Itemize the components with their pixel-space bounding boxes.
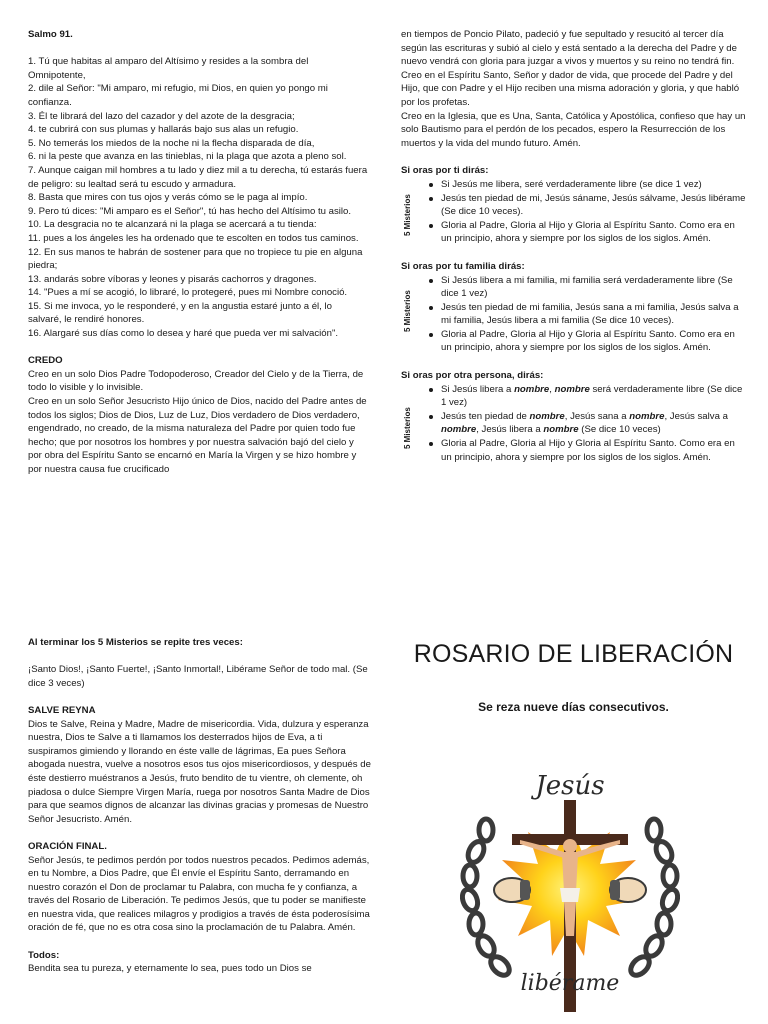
cover-subtitle: Se reza nueve días consecutivos. (478, 700, 669, 714)
list-item: Jesús ten piedad de mi, Jesús sáname, Jesús sálvame, Jesús libérame (Se dice 10 veces). (441, 192, 746, 218)
psalm-verse: 1. Tú que habitas al amparo del Altísimo y resides a la sombra del Omnipotente, (28, 56, 309, 81)
psalm-verse: 15. Si me invoca, yo le responderé, y en la angustia estaré junto a él, lo salvaré, le rendiré honores. (28, 300, 332, 326)
list-item: Jesús ten piedad de mi familia, Jesús sana a mi familia, Jesús salva a mi familia, Jesús libera a mi familia (Se dice 10 veces). (441, 301, 746, 328)
psalm-verse: 11. pues a los ángeles les ha ordenado que te escolten en todos tus caminos. (28, 232, 359, 244)
psalm-verse: 10. La desgracia no te alcanzará ni la plaga se acercará a tu tienda: (28, 219, 317, 231)
trisagion-text: ¡Santo Dios!, ¡Santo Fuerte!, ¡Santo Inmortal!, Libérame Señor de todo mal. (Se dice 3 veces) (28, 664, 368, 689)
misterios-label: 5 Misterios (403, 290, 412, 332)
family-prayer-heading: Si oras por tu familia dirás: (401, 260, 525, 272)
list-item: Si Jesús me libera, seré verdaderamente libre (se dice 1 vez) (441, 178, 746, 192)
cover-title: ROSARIO DE LIBERACIÓN (413, 640, 734, 668)
psalm-title: Salmo 91. (28, 29, 73, 40)
todos-title: Todos: (28, 949, 60, 961)
shackled-hand-right (610, 878, 646, 902)
final-prayer-text: Señor Jesús, te pedimos perdón por todos nuestros pecados. Pedimos además, en tu Nombre, a Dios Padre, que Él envíe el Espíritu Santo, derramando en nuestro corazón el Don de proclamar tu Palabra, con mucha fe y confianza, a través del Rosario de Liberación. Te pedimos Jesús, que tu poder se manifieste en nuestra vida, que realices milagros y prodigios a través de ésta poderosísima oración de fé, que no es otra cosa sino la proclamación de tu Palabra. Amén. (28, 854, 370, 934)
final-prayer-title: ORACIÓN FINAL. (28, 840, 107, 852)
psalm-verse: 2. dile al Señor: "Mi amparo, mi refugio, mi Dios, en quien yo pongo mi confianza. (28, 83, 328, 108)
credo-text: Creo en un solo Dios Padre Todopoderoso, Creador del Cielo y de la Tierra, de todo lo visible y lo invisible. (28, 368, 364, 394)
self-prayer (401, 164, 746, 246)
list-item: Jesús ten piedad de nombre, Jesús sana a nombre, Jesús salva a nombre, Jesús libera a nombre (Se dice 10 veces) (441, 410, 746, 437)
list-item: Gloria al Padre, Gloria al Hijo y Gloria al Espíritu Santo. Como era en un principio, ahora y siempre por los siglos de los siglos. Amén. (441, 328, 746, 355)
psalm-verse: 8. Basta que mires con tus ojos y verás cómo se le paga al impío. (28, 192, 308, 204)
credo-title: CREDO (28, 355, 63, 367)
credo-text: Creo en el Espíritu Santo, Señor y dador de vida, que procede del Padre y del Hijo, que con Padre y el Hijo reciben una misma adoración y gloria, y que habló por los profetas. (401, 69, 740, 108)
psalm-verse: 13. andarás sobre víboras y leones y pisarás cachorros y dragones. (28, 273, 317, 285)
credo-text: Creo en un solo Señor Jesucristo Hijo único de Dios, nacido del Padre antes de todos los siglos; Dios de Dios, Luz de Luz, Dios verdadero de Dios verdadero, engendrado, no creado, de la misma naturaleza del Padre por quien todo fue hecho; que por nosotros los hombres y por nuestra salvación bajó del cielo y por obra del Espíritu Santo se encarnó en María la Virgen y se hizo hombre y por nuestra causa fue crucificado (28, 396, 367, 475)
psalm-verse: 6. ni la peste que avanza en las tinieblas, ni la plaga que azota a pleno sol. (28, 151, 347, 163)
shackled-hand-left (494, 878, 530, 902)
self-prayer-heading: Si oras por ti dirás: (401, 165, 489, 177)
crucifix-illustration (460, 760, 680, 1024)
psalm-verse: 5. No temerás los miedos de la noche ni la flecha disparada de día, (28, 137, 315, 149)
other-prayer-heading: Si oras por otra persona, dirás: (401, 370, 544, 382)
prayers-column (401, 28, 746, 464)
misterios-label: 5 Misterios (403, 407, 412, 450)
psalm-verse: 14. "Pues a mí se acogió, lo libraré, lo protegeré, pues mi Nombre conoció. (28, 287, 348, 299)
list-item: Si Jesús libera a mi familia, mi familia será verdaderamente libre (Se dice 1 vez) (441, 274, 746, 301)
psalm-verse: 9. Pero tú dices: "Mi amparo es el Señor", tú has hecho del Altísimo tu asilo. (28, 205, 352, 217)
credo-text: Creo en la Iglesia, que es Una, Santa, Católica y Apostólica, confieso que hay un solo Bautismo para el perdón de los pecados, espero la Resurrección de los muertos y la vida del mundo futuro. Amén. (401, 110, 746, 149)
list-item: Gloria al Padre, Gloria al Hijo y Gloria al Espíritu Santo. Como era en un principio, ahora y siempre por los siglos de los siglos. Amén. (441, 437, 746, 464)
closing-intro: Al terminar los 5 Misterios se repite tres veces: (28, 637, 243, 648)
other-prayer (401, 369, 746, 464)
list-item: Si Jesús libera a nombre, nombre será verdaderamente libre (Se dice 1 vez) (441, 383, 746, 410)
psalm-column (28, 28, 368, 477)
salve-text: Dios te Salve, Reina y Madre, Madre de misericordia. Vida, dulzura y esperanza nuestra, Dios te Salve a ti llamamos los desterrados hijos de Eva, a ti suspiramos gimiendo y llorando en éste valle de lágrimas, Ea pues Señora abogada nuestra, vuelve a nosotros esos tus ojos misericordiosos, y después de éste destierro muéstranos a Jesús, fruto bendito de tu vientre, oh clemente, oh piadosa o dulce Siempre Virgen María, ruega por nosotros Santa Madre de Dios para que seamos dignos de alcanzar las divinas gracias y promesas de Nuestro Señor Jesucristo. Amén. (28, 718, 371, 825)
psalm-verse: 7. Aunque caigan mil hombres a tu lado y diez mil a tu derecha, tú estarás fuera de peligro: su lealtad será tu escudo y armadura. (28, 164, 368, 190)
psalm-verse: 4. te cubrirá con sus plumas y hallarás bajo sus alas un refugio. (28, 124, 299, 136)
family-prayer (401, 260, 746, 355)
art-top-word: Jesús (535, 771, 605, 801)
psalm-verse: 16. Alargaré sus días como lo desea y haré que pueda ver mi salvación". (28, 328, 339, 340)
credo-text: en tiempos de Poncio Pilato, padeció y fue sepultado y resucitó al tercer día según las escrituras y subió al cielo y está sentado a la derecha del Padre y de nuevo vendrá con gloria para juzgar a vivos y muertos y su reino no tendrá fin. (401, 29, 737, 68)
closing-column (28, 636, 373, 976)
salve-title: SALVE REYNA (28, 704, 96, 716)
psalm-verse: 12. En sus manos te habrán de sostener para que no tropiece tu pie en alguna piedra; (28, 246, 363, 272)
art-bottom-word: libérame (520, 971, 620, 996)
misterios-label: 5 Misterios (403, 194, 412, 237)
todos-text: Bendita sea tu pureza, y eternamente lo sea, pues todo un Dios se (28, 963, 312, 975)
psalm-verse: 3. Él te librará del lazo del cazador y del azote de la desgracia; (28, 110, 295, 122)
list-item: Gloria al Padre, Gloria al Hijo y Gloria al Espíritu Santo. Como era en un principio, ahora y siempre por los siglos de los siglos. Amén. (441, 219, 746, 246)
